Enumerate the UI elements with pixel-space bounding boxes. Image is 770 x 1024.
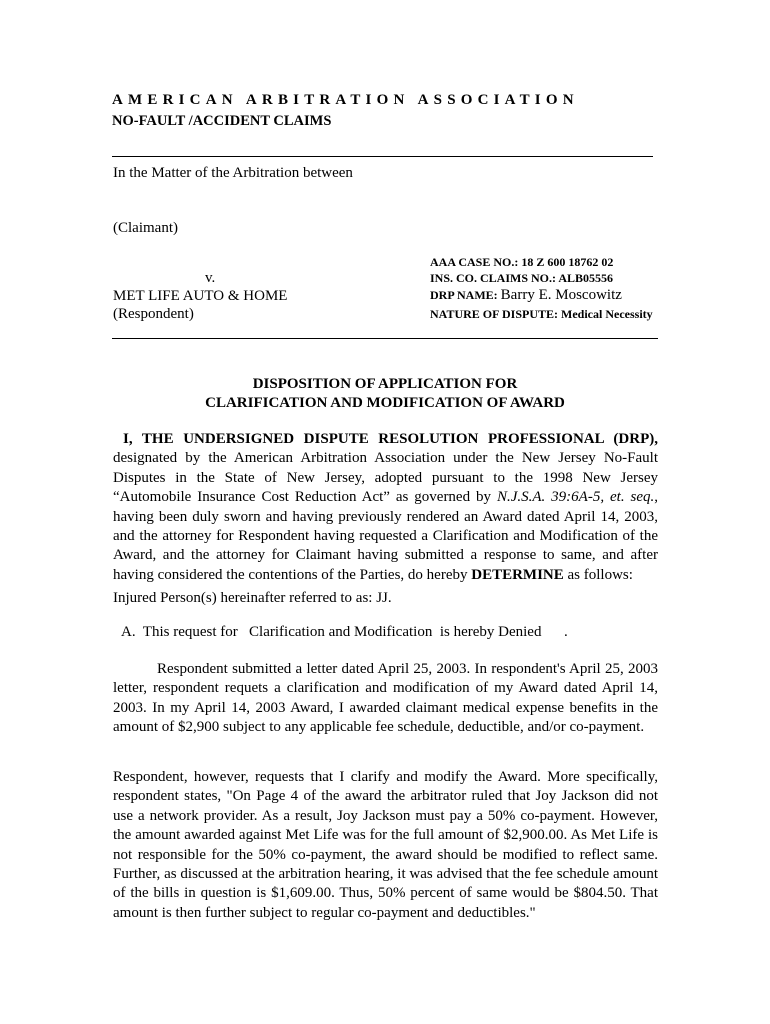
aaa-case-label: AAA CASE NO.:	[430, 255, 519, 269]
claims-type-subtitle: NO-FAULT /ACCIDENT CLAIMS	[112, 113, 332, 129]
statute-citation: N.J.S.A. 39:6A-5, et. seq.	[496, 489, 655, 506]
determination-paragraph	[113, 430, 658, 585]
case-info-block	[430, 254, 670, 322]
versus-label: v.	[205, 270, 216, 286]
aaa-case-value: 18 Z 600 18762 02	[521, 255, 614, 269]
aaa-case-number	[430, 254, 670, 270]
ruling-item-a: A. This request for Clarification and Modification is hereby Denied .	[121, 624, 568, 640]
respondent-label: (Respondent)	[113, 306, 194, 322]
caption-divider	[112, 338, 658, 339]
claims-number	[430, 270, 670, 286]
matter-caption: In the Matter of the Arbitration between	[113, 165, 353, 181]
claimant-label: (Claimant)	[113, 220, 178, 236]
document-title	[112, 375, 658, 413]
header-divider	[112, 156, 653, 157]
title-line-1: DISPOSITION OF APPLICATION FOR	[252, 376, 518, 392]
drp-statement-text-a: designated by the American Arbitration Association under the New Jersey No-Fault Disputes in the State of New Jersey, adopted pursuant to the 1998 New Jersey “Automobile Insurance Cost Reduction Act” as governed by	[113, 450, 658, 506]
drp-label: DRP NAME:	[430, 288, 498, 302]
nature-of-dispute	[430, 306, 670, 322]
respondent-request-paragraph: Respondent, however, requests that I clarify and modify the Award. More specifically, respondent states, "On Page 4 of the award the arbitrator ruled that Joy Jackson did not use a network provider. As a result, Joy Jackson must pay a 50% co-payment. However, the amount awarded against Met Life was for the full amount of $2,900.00. As Met Life is not responsible for the 50% co-payment, the award should be modified to reflect same. Further, as discussed at the arbitration hearing, it was advised that the fee schedule amount of the bills in question is $1,609.00. Thus, 50% percent of same would be $804.50. That amount is then further subject to regular co-payment and deductibles."	[113, 769, 658, 921]
nature-value: Medical Necessity	[561, 307, 653, 321]
determine-keyword: DETERMINE	[471, 566, 564, 583]
respondent-name: MET LIFE AUTO & HOME	[113, 288, 288, 304]
drp-statement-text-b: , having been duly sworn and having previously rendered an Award dated April 14, 2003, and the attorney for Respondent having requested a Clarification and Modification of the Award, and the attorney for Claimant having submitted a response to same, and after having considered the contentions of the Parties, do hereby	[113, 489, 658, 583]
title-line-2: CLARIFICATION AND MODIFICATION OF AWARD	[205, 395, 565, 411]
respondent-letter-paragraph: Respondent submitted a letter dated April 25, 2003. In respondent's April 25, 2003 letter, respondent requets a clarification and modification of my Award dated April 14, 2003. In my April 14, 2003 Award, I awarded claimant medical expense benefits in the amount of $2,900 subject to any applicable fee schedule, deductible, and/or co-payment.	[113, 661, 658, 736]
nature-label: NATURE OF DISPUTE:	[430, 307, 559, 321]
drp-statement-end: as follows:	[567, 566, 633, 583]
drp-name	[430, 286, 670, 305]
claims-value: ALB05556	[558, 271, 614, 285]
drp-statement-lead: I, THE UNDERSIGNED DISPUTE RESOLUTION PROFESSIONAL (DRP),	[123, 431, 658, 447]
claims-label: INS. CO. CLAIMS NO.:	[430, 271, 557, 285]
injured-person-line: Injured Person(s) hereinafter referred to as: JJ.	[113, 590, 392, 606]
organization-name: AMERICAN ARBITRATION ASSOCIATION	[112, 92, 579, 108]
drp-value: Barry E. Moscowitz	[500, 287, 622, 303]
